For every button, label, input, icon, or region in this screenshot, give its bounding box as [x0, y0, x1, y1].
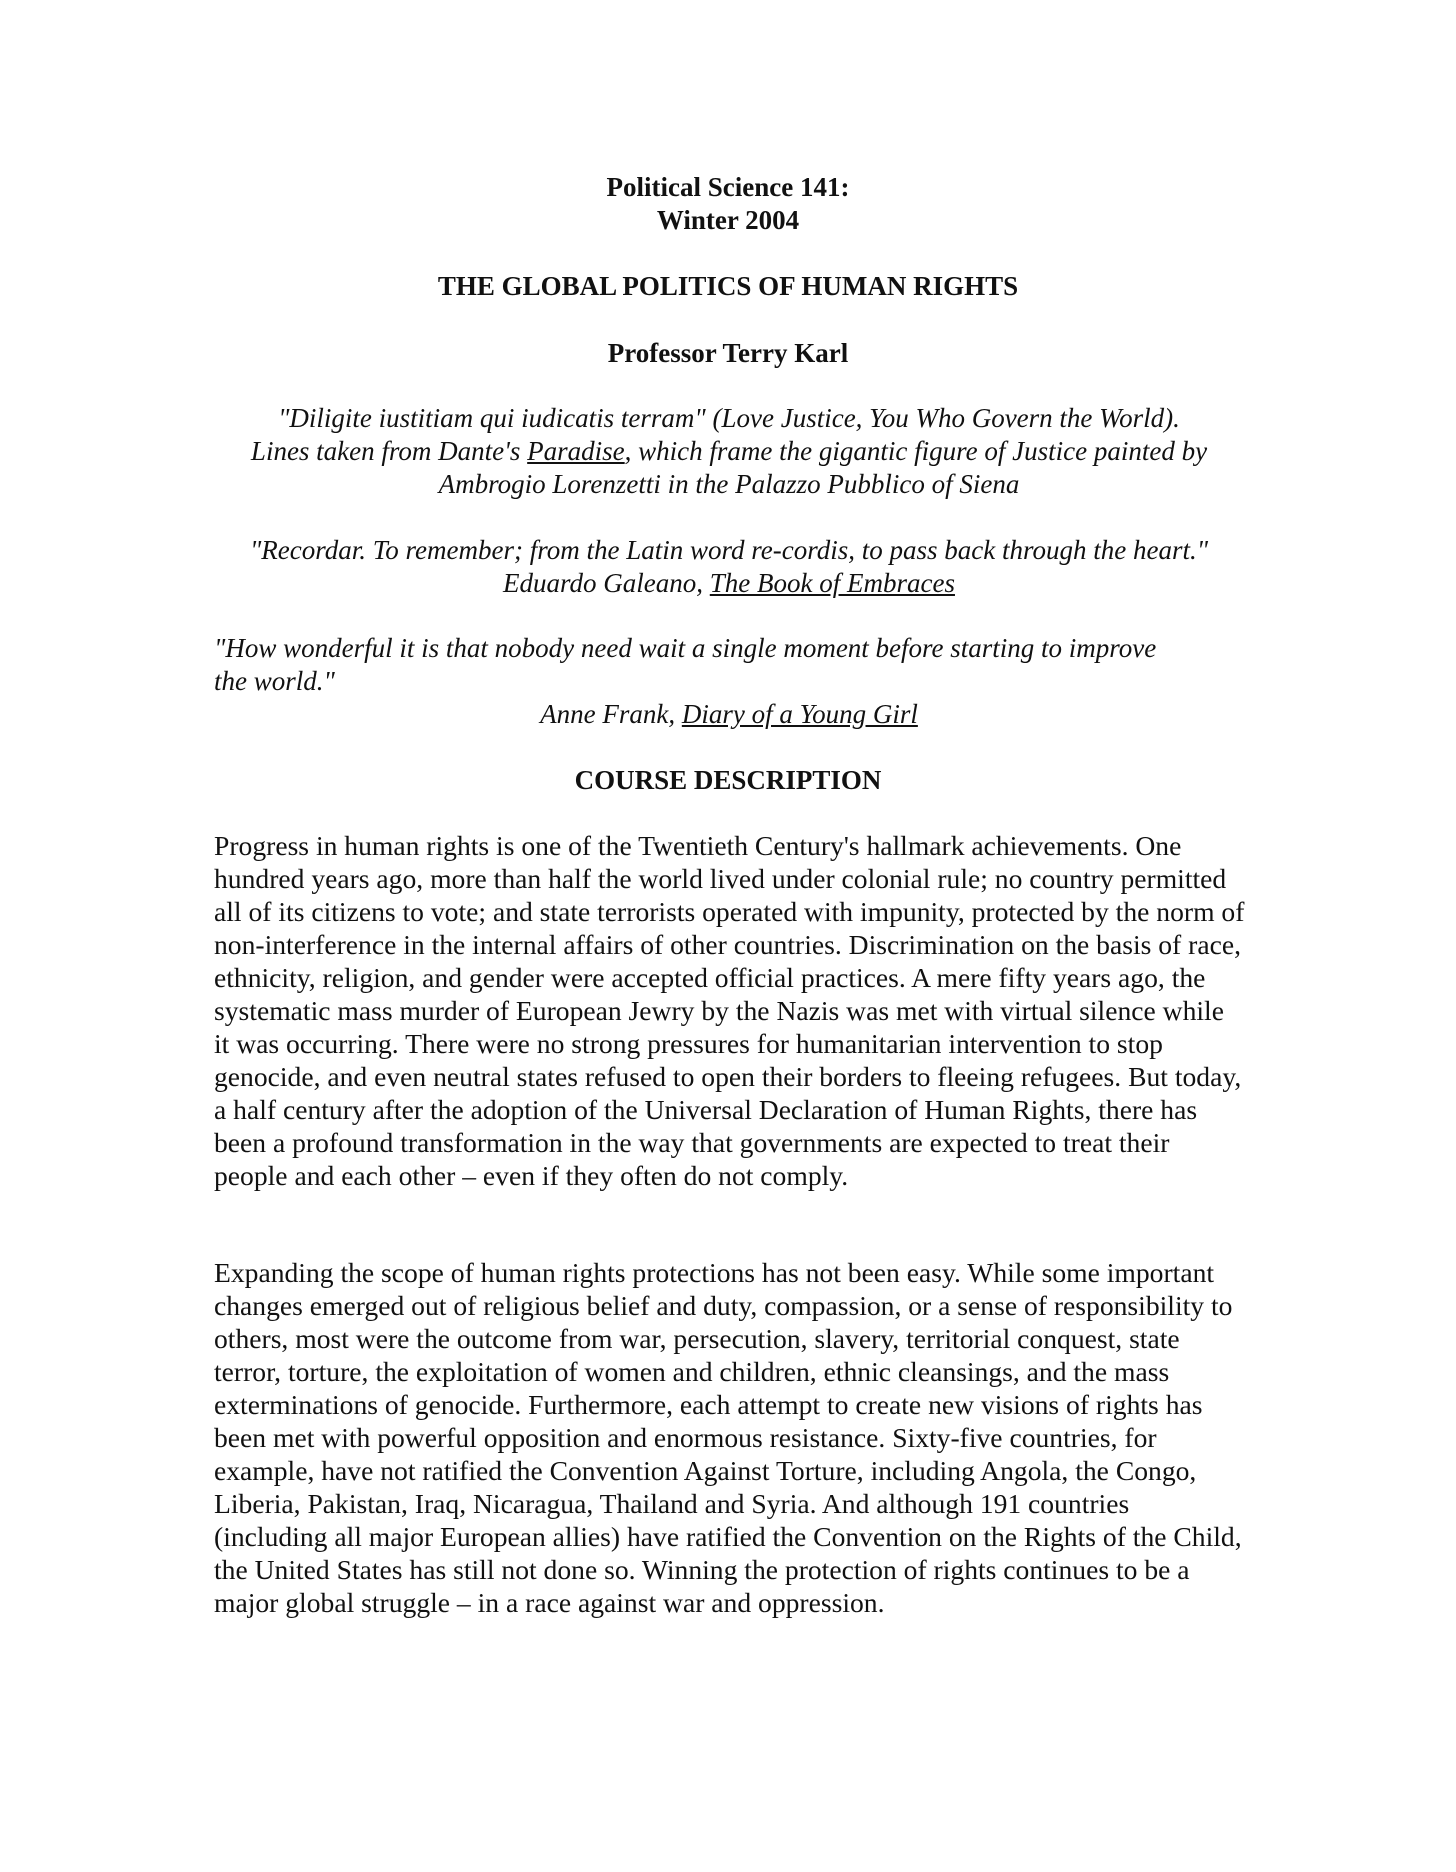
- epigraph-dante-line2: [214, 435, 1244, 468]
- epigraph-dante-text: Lines taken from Dante's: [250, 436, 528, 466]
- epigraph-frank-line2: the world.": [214, 666, 335, 696]
- epigraph-dante-work: Paradise: [527, 436, 625, 466]
- course-number: Political Science 141:: [606, 172, 850, 202]
- epigraph-frank-line1: "How wonderful it is that nobody need wait a single moment before starting to improve: [214, 633, 1157, 663]
- course-term: Winter 2004: [656, 205, 800, 235]
- course-description-paragraph-1: Progress in human rights is one of the Twentieth Century's hallmark achievements. One hundred years ago, more than half the world lived under colonial rule; no country permitted all of its citizens to vote; and state terrorists operated with impunity, protected by the norm of non-interference in the internal affairs of other countries. Discrimination on the basis of race, ethnicity, religion, and gender were accepted official practices. A mere fifty years ago, the systematic mass murder of European Jewry by the Nazis was met with virtual silence while it was occurring. There were no strong pressures for humanitarian intervention to stop genocide, and even neutral states refused to open their borders to fleeing refugees. But today, a half century after the adoption of the Universal Declaration of Human Rights, there has been a profound transformation in the way that governments are expected to treat their people and each other – even if they often do not comply.: [214, 830, 1245, 1191]
- epigraph-frank-work: Diary of a Young Girl: [681, 699, 918, 729]
- epigraph-frank-author: Anne Frank,: [540, 699, 682, 729]
- epigraph-galeano: [214, 534, 1244, 600]
- epigraph-galeano-quote: "Recordar. To remember; from the Latin word re-cordis, to pass back through the heart.": [249, 535, 1209, 565]
- epigraph-galeano-work: The Book of Embraces: [709, 568, 955, 598]
- course-title: THE GLOBAL POLITICS OF HUMAN RIGHTS: [437, 271, 1019, 301]
- epigraph-dante-text-after: , which frame the gigantic figure of Justice painted by: [624, 436, 1208, 466]
- epigraph-dante-line1: "Diligite iustitiam qui iudicatis terram" (Love Justice, You Who Govern the World).: [278, 403, 1180, 433]
- epigraph-dante: [214, 402, 1244, 501]
- epigraph-frank: [214, 632, 1244, 731]
- course-description-paragraph-2: Expanding the scope of human rights protections has not been easy. While some important changes emerged out of religious belief and duty, compassion, or a sense of responsibility to others, most were the outcome from war, persecution, slavery, territorial conquest, state terror, torture, the exploitation of women and children, ethnic cleansings, and the mass exterminations of genocide. Furthermore, each attempt to create new visions of rights has been met with powerful opposition and enormous resistance. Sixty-five countries, for example, have not ratified the Convention Against Torture, including Angola, the Congo, Liberia, Pakistan, Iraq, Nicaragua, Thailand and Syria. And although 191 countries (including all major European allies) have ratified the Convention on the Rights of the Child, the United States has still not done so. Winning the protection of rights continues to be a major global struggle – in a race against war and oppression.: [214, 1257, 1242, 1618]
- epigraph-frank-attribution: [214, 698, 1244, 731]
- section-heading-course-description: COURSE DESCRIPTION: [574, 765, 882, 795]
- epigraph-galeano-author: Eduardo Galeano,: [503, 568, 710, 598]
- professor-name: Professor Terry Karl: [607, 338, 849, 368]
- epigraph-dante-line3: Ambrogio Lorenzetti in the Palazzo Pubblico of Siena: [438, 469, 1020, 499]
- epigraph-galeano-attribution: [214, 567, 1244, 600]
